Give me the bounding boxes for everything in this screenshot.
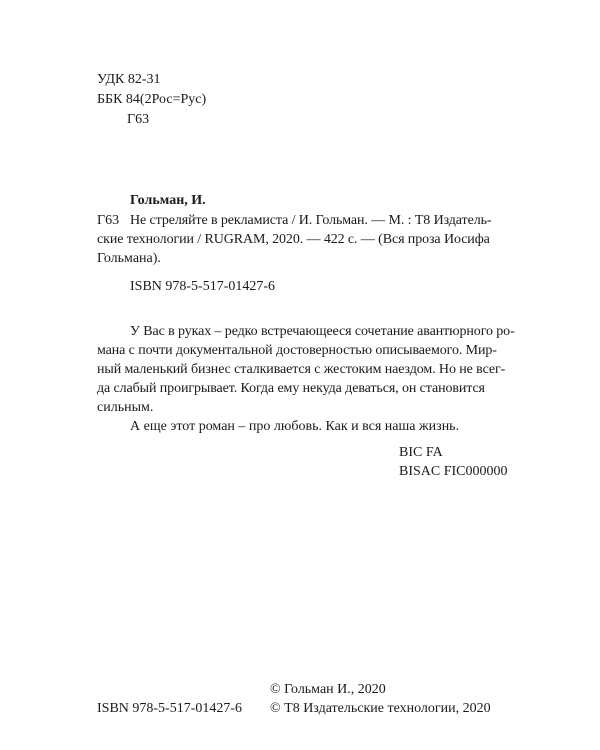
annotation-line-2: мана с почти документальной достоверностью описываемого. Мир- [97,343,497,358]
copyright-publisher: © Т8 Издательские технологии, 2020 [270,701,491,716]
annotation-line-3: ный маленький бизнес сталкивается с жестоким наездом. Но не всег- [97,362,506,377]
annotation-line-6: А еще этот роман – про любовь. Как и вся наша жизнь. [130,419,460,434]
author-heading: Гольман, И. [130,193,206,208]
bibliography-isbn: ISBN 978-5-517-01427-6 [130,279,276,294]
bbk-code: ББК 84(2Рос=Рус) [97,92,207,107]
bibliography-line-2: ские технологии / RUGRAM, 2020. — 422 с. — (Вся проза Иосифа [97,232,490,247]
bibliography-line-1: Не стреляйте в рекламиста / И. Гольман. — М. : Т8 Издатель- [130,213,492,228]
footer-isbn: ISBN 978-5-517-01427-6 [97,701,243,716]
udk-code: УДК 82-31 [97,72,161,87]
annotation-line-4: да слабый проигрывает. Когда ему некуда деваться, он становится [97,381,485,396]
bibliography-author-mark: Г63 [97,213,120,228]
bic-code: BIC FA [399,445,443,460]
annotation-line-5: сильным. [97,400,154,415]
bibliography-line-3: Гольмана). [97,251,161,266]
bisac-code: BISAC FIC000000 [399,464,508,479]
annotation-line-1: У Вас в руках – редко встречающееся сочетание авантюрного ро- [130,324,515,339]
copyright-author: © Гольман И., 2020 [270,682,386,697]
author-mark: Г63 [127,112,150,127]
